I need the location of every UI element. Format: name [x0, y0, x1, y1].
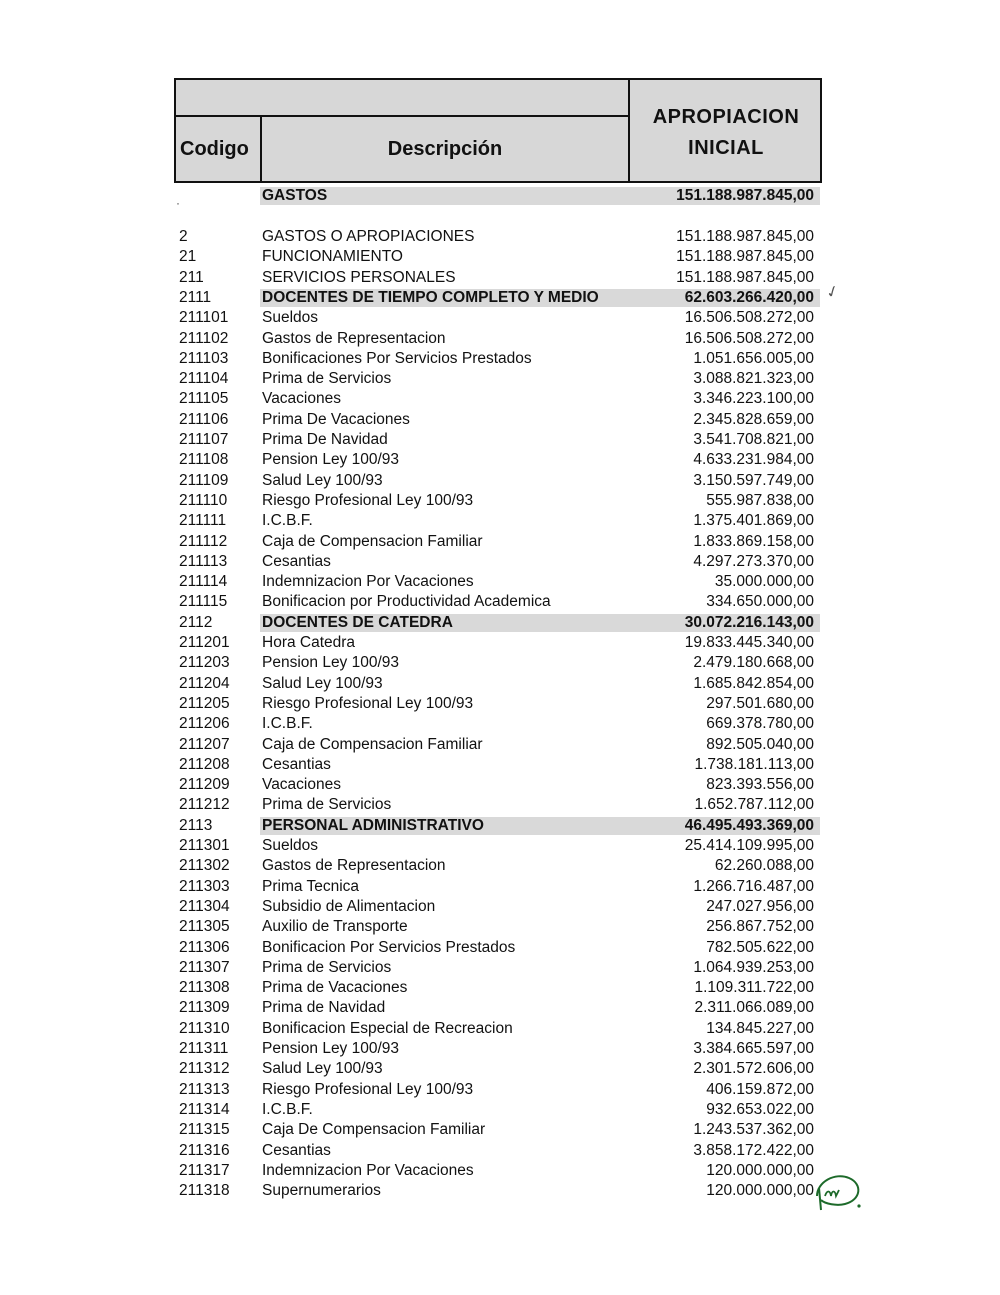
row-code: 211204	[179, 674, 230, 692]
table-row	[0, 268, 1000, 288]
row-description: Riesgo Profesional Ley 100/93	[262, 491, 474, 509]
row-code: 211303	[179, 877, 230, 895]
table-row	[0, 816, 1000, 836]
row-amount: 35.000.000,00	[714, 573, 814, 591]
row-code: 211318	[179, 1182, 230, 1200]
table-row	[0, 1080, 1000, 1100]
row-code: 211207	[179, 735, 230, 753]
row-description: DOCENTES DE TIEMPO COMPLETO Y MEDIO	[262, 288, 599, 306]
table-header	[174, 78, 822, 183]
row-description: Pension Ley 100/93	[262, 1040, 400, 1057]
row-code: 211206	[179, 715, 230, 733]
row-amount: 16.506.508.272,00	[684, 309, 814, 327]
row-code: 211205	[179, 694, 230, 712]
table-row	[0, 998, 1000, 1018]
row-code: 211201	[179, 634, 230, 651]
row-description: DOCENTES DE CATEDRA	[262, 613, 453, 631]
table-row	[0, 714, 1000, 734]
table-row	[0, 389, 1000, 409]
row-description: Auxilio de Transporte	[262, 918, 408, 936]
row-code: 211312	[179, 1060, 230, 1078]
row-amount: 1.266.716.487,00	[693, 877, 814, 895]
row-description: Indemnizacion Por Vacaciones	[262, 1161, 474, 1179]
row-amount: 1.375.401.869,00	[693, 512, 814, 530]
row-amount: 1.243.537.362,00	[693, 1121, 814, 1139]
row-code: 211108	[179, 451, 229, 469]
row-description: Prima Tecnica	[262, 877, 360, 895]
table-row	[0, 329, 1000, 349]
row-code: 211203	[179, 654, 230, 672]
row-amount: 2.311.066.089,00	[694, 999, 814, 1017]
table-row	[0, 877, 1000, 897]
row-amount: 247.027.956,00	[706, 897, 814, 915]
row-amount: 892.505.040,00	[706, 735, 814, 753]
row-description: Riesgo Profesional Ley 100/93	[262, 1080, 474, 1098]
row-description: Riesgo Profesional Ley 100/93	[262, 694, 474, 712]
row-amount: 823.393.556,00	[706, 776, 814, 794]
row-code: 211305	[179, 918, 230, 936]
table-row	[0, 471, 1000, 491]
table-row	[0, 1120, 1000, 1140]
row-code: 211103	[179, 349, 229, 367]
row-description: Pension Ley 100/93	[262, 654, 400, 672]
table-row	[0, 917, 1000, 937]
row-amount: 406.159.872,00	[706, 1080, 814, 1098]
table-row	[0, 1039, 1000, 1059]
row-code: 211112	[179, 532, 228, 550]
row-amount: 151.188.987.845,00	[676, 228, 814, 245]
row-code: 2112	[179, 613, 213, 631]
row-amount: 4.633.231.984,00	[693, 451, 814, 469]
row-code: 211208	[179, 755, 230, 773]
row-description: Cesantias	[262, 1141, 331, 1159]
table-row	[0, 755, 1000, 775]
row-amount: 3.150.597.749,00	[693, 471, 814, 489]
row-code: 211309	[179, 999, 230, 1017]
row-description: FUNCIONAMIENTO	[262, 248, 403, 266]
row-code: 211209	[179, 776, 230, 794]
row-amount: 2.479.180.668,00	[693, 654, 814, 672]
row-code: 211104	[179, 370, 229, 388]
row-amount: 62.603.266.420,00	[684, 288, 814, 306]
row-description: PERSONAL ADMINISTRATIVO	[262, 816, 484, 834]
row-description: Bonificacion Por Servicios Prestados	[262, 938, 516, 956]
header-descripcion: Descripción	[387, 138, 503, 160]
row-description: Supernumerarios	[262, 1182, 381, 1200]
row-description: Pension Ley 100/93	[262, 451, 400, 469]
row-amount: 1.064.939.253,00	[693, 958, 814, 976]
row-code: 211105	[179, 390, 229, 408]
row-code: 211313	[179, 1080, 230, 1098]
row-code: 211316	[179, 1141, 230, 1159]
row-description: Salud Ley 100/93	[262, 1060, 383, 1078]
table-row	[0, 613, 1000, 633]
table-row	[0, 633, 1000, 653]
row-description: Vacaciones	[262, 776, 341, 794]
row-code: 211111	[179, 512, 227, 530]
row-amount: 1.051.656.005,00	[693, 349, 814, 367]
row-code: 211306	[179, 938, 230, 956]
row-description: Caja De Compensacion Familiar	[262, 1121, 486, 1139]
row-amount: 932.653.022,00	[706, 1100, 814, 1118]
scan-mark: ·	[176, 196, 180, 210]
row-code: 211302	[179, 857, 230, 875]
row-amount: 1.109.311.722,00	[694, 979, 814, 997]
row-code: 211109	[179, 471, 229, 489]
header-apropiacion	[630, 102, 822, 164]
table-row	[0, 450, 1000, 470]
row-code: 2113	[179, 816, 213, 834]
row-description: Bonificacion por Productividad Academica	[262, 593, 551, 611]
table-row	[0, 532, 1000, 552]
row-code: 211304	[179, 897, 230, 915]
row-code: 211101	[179, 309, 229, 327]
table-row	[0, 552, 1000, 572]
table-row	[0, 836, 1000, 856]
table-row	[0, 958, 1000, 978]
row-code: 2	[179, 228, 188, 245]
table-row	[0, 856, 1000, 876]
row-code: 211310	[179, 1019, 230, 1037]
row-description: Bonificaciones Por Servicios Prestados	[262, 349, 532, 367]
row-description: GASTOS	[262, 187, 328, 204]
row-amount: 1.833.869.158,00	[693, 532, 814, 550]
row-description: Prima De Navidad	[262, 431, 388, 448]
row-description: Cesantias	[262, 552, 331, 570]
row-code: 2111	[179, 288, 212, 306]
row-description: Vacaciones	[262, 390, 341, 408]
row-amount: 3.541.708.821,00	[693, 431, 814, 448]
row-description: Bonificacion Especial de Recreacion	[262, 1019, 513, 1037]
row-amount: 1.685.842.854,00	[693, 674, 814, 692]
row-amount: 297.501.680,00	[706, 694, 814, 712]
row-code: 211114	[179, 573, 228, 591]
table-row	[0, 1100, 1000, 1120]
row-amount: 120.000.000,00	[706, 1161, 814, 1179]
row-description: Prima de Servicios	[262, 958, 392, 976]
table-row	[0, 410, 1000, 430]
header-apropiacion-line2: INICIAL	[688, 137, 764, 159]
row-amount: 3.858.172.422,00	[693, 1141, 814, 1159]
table-row	[0, 1141, 1000, 1161]
header-top-band	[176, 80, 628, 117]
row-amount: 1.652.787.112,00	[694, 796, 814, 814]
row-code: 211107	[179, 431, 229, 448]
row-amount: 334.650.000,00	[706, 593, 814, 611]
row-description: Hora Catedra	[262, 634, 356, 651]
row-code: 211301	[179, 837, 230, 854]
table-row	[0, 227, 1000, 247]
row-code: 211315	[179, 1121, 230, 1139]
row-description: Prima de Servicios	[262, 370, 392, 388]
row-code: 211314	[179, 1100, 230, 1118]
table-row	[0, 511, 1000, 531]
row-amount: 2.345.828.659,00	[693, 410, 814, 428]
table-row	[0, 1059, 1000, 1079]
row-code: 211106	[179, 410, 229, 428]
table-row	[0, 308, 1000, 328]
check-mark-icon: ✓	[823, 282, 843, 303]
row-description: Caja de Compensacion Familiar	[262, 532, 483, 550]
table-row	[0, 349, 1000, 369]
row-description: I.C.B.F.	[262, 715, 313, 733]
row-amount: 782.505.622,00	[706, 938, 814, 956]
table-row	[0, 674, 1000, 694]
table-row	[0, 491, 1000, 511]
table-row	[0, 775, 1000, 795]
row-description: Prima De Vacaciones	[262, 410, 410, 428]
table-row	[0, 938, 1000, 958]
signature-icon	[803, 1166, 867, 1216]
row-amount: 134.845.227,00	[706, 1019, 814, 1037]
row-description: GASTOS O APROPIACIONES	[262, 228, 475, 245]
row-amount: 3.088.821.323,00	[693, 370, 814, 388]
row-amount: 151.188.987.845,00	[676, 268, 814, 286]
row-description: Prima de Vacaciones	[262, 979, 408, 997]
row-code: 211311	[179, 1040, 229, 1057]
row-amount: 151.188.987.845,00	[676, 187, 814, 204]
row-amount: 555.987.838,00	[706, 491, 814, 509]
row-description: Caja de Compensacion Familiar	[262, 735, 483, 753]
table-row	[0, 694, 1000, 714]
row-amount: 46.495.493.369,00	[684, 816, 814, 834]
table-row	[0, 735, 1000, 755]
table-row	[0, 978, 1000, 998]
row-code: 211110	[179, 491, 228, 509]
row-description: Indemnizacion Por Vacaciones	[262, 573, 474, 591]
row-description: Prima de Servicios	[262, 796, 392, 814]
table-row	[0, 1019, 1000, 1039]
row-code: 211113	[179, 552, 228, 570]
row-amount: 256.867.752,00	[706, 918, 814, 936]
row-amount: 669.378.780,00	[706, 715, 814, 733]
row-amount: 3.346.223.100,00	[693, 390, 814, 408]
row-description: Subsidio de Alimentacion	[262, 897, 436, 915]
row-amount: 19.833.445.340,00	[684, 634, 814, 651]
row-description: Gastos de Representacion	[262, 329, 446, 347]
row-amount: 151.188.987.845,00	[676, 248, 814, 266]
row-amount: 3.384.665.597,00	[693, 1040, 814, 1057]
row-description: Sueldos	[262, 837, 319, 854]
row-amount: 120.000.000,00	[706, 1182, 814, 1200]
table-row	[0, 430, 1000, 450]
row-code: 21	[179, 248, 197, 266]
table-row	[0, 186, 1000, 206]
row-amount: 2.301.572.606,00	[693, 1060, 814, 1078]
table-row	[0, 897, 1000, 917]
row-description: SERVICIOS PERSONALES	[262, 268, 456, 286]
row-amount: 30.072.216.143,00	[684, 613, 814, 631]
row-code: 211	[179, 268, 204, 286]
row-description: I.C.B.F.	[262, 1100, 313, 1118]
row-code: 211102	[179, 329, 229, 347]
table-row	[0, 572, 1000, 592]
row-description: Prima de Navidad	[262, 999, 386, 1017]
table-row	[0, 247, 1000, 267]
row-code: 211212	[179, 796, 230, 814]
table-row	[0, 369, 1000, 389]
table-row	[0, 592, 1000, 612]
row-amount: 4.297.273.370,00	[693, 552, 814, 570]
header-codigo: Codigo	[180, 138, 249, 160]
row-code: 211308	[179, 979, 230, 997]
table-row	[0, 653, 1000, 673]
row-amount: 25.414.109.995,00	[684, 837, 814, 854]
row-amount: 62.260.088,00	[714, 857, 814, 875]
row-description: Cesantias	[262, 755, 331, 773]
table-row	[0, 795, 1000, 815]
row-code: 211317	[179, 1161, 230, 1179]
row-code: 211115	[179, 593, 228, 611]
row-description: Salud Ley 100/93	[262, 471, 383, 489]
table-row	[0, 288, 1000, 308]
row-code: 211307	[179, 958, 230, 976]
row-amount: 16.506.508.272,00	[684, 329, 814, 347]
row-description: I.C.B.F.	[262, 512, 313, 530]
header-apropiacion-line1: APROPIACION	[652, 106, 800, 128]
row-amount: 1.738.181.113,00	[694, 755, 814, 773]
row-description: Gastos de Representacion	[262, 857, 446, 875]
row-description: Salud Ley 100/93	[262, 674, 383, 692]
row-description: Sueldos	[262, 309, 319, 327]
